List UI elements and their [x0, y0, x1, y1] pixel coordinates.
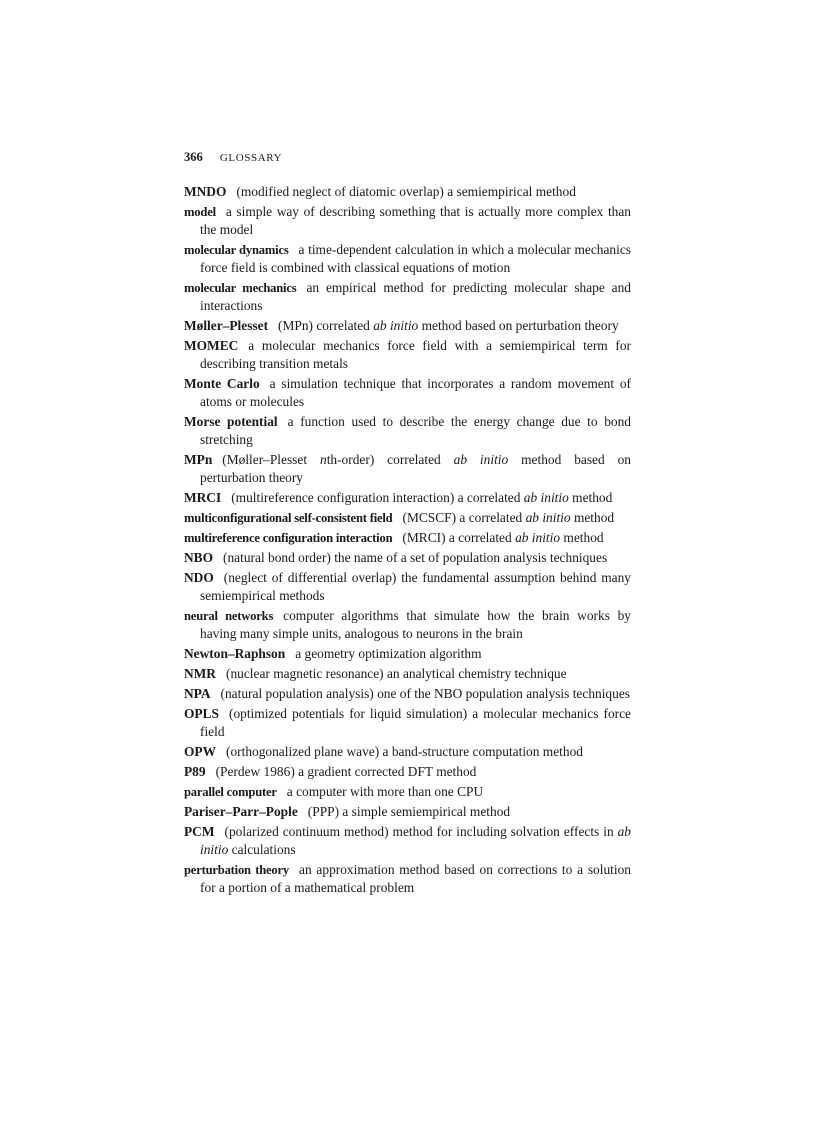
definition-italic-segment: ab initio: [453, 452, 509, 467]
glossary-definition: [200, 706, 631, 739]
definition-segment: (natural bond order) the name of a set of population analysis techniques: [223, 550, 608, 565]
glossary-term: multireference configuration interaction: [184, 531, 393, 545]
definition-segment: (natural population analysis) one of the NBO population analysis techniques: [220, 686, 630, 701]
definition-segment: (modified neglect of diatomic overlap) a semiempirical method: [236, 184, 576, 199]
definition-segment: (nuclear magnetic resonance) an analytical chemistry technique: [225, 666, 567, 681]
glossary-term: Møller–Plesset: [184, 318, 269, 333]
glossary-definition: [231, 490, 612, 505]
glossary-entry: [184, 241, 631, 277]
definition-italic-segment: ab initio: [523, 490, 569, 505]
definition-segment: (Møller–Plesset: [222, 452, 320, 467]
glossary-entry: [184, 803, 631, 821]
glossary-definition: [216, 764, 477, 779]
glossary-entry: [184, 685, 631, 703]
glossary-term: model: [184, 205, 216, 219]
glossary-term: NBO: [184, 550, 214, 565]
definition-segment: method: [560, 530, 604, 545]
glossary-term: OPLS: [184, 706, 219, 721]
definition-italic-segment: ab initio: [373, 318, 419, 333]
glossary-definition: [236, 184, 575, 199]
glossary-term: multiconfigurational self-consistent field: [184, 511, 393, 525]
definition-segment: method: [570, 510, 615, 525]
glossary-entry: [184, 665, 631, 683]
glossary-term: MOMEC: [184, 338, 239, 353]
definition-segment: (MCSCF) a correlated: [402, 510, 526, 525]
definition-segment: computer algorithms that simulate how the brain works by having many simple units, analogous to neurons in the brain: [200, 608, 631, 641]
page-header: [184, 149, 282, 166]
definition-segment: (PPP) a simple semiempirical method: [307, 804, 511, 819]
glossary-entry: [184, 549, 631, 567]
glossary-term: P89: [184, 764, 206, 779]
glossary-entry: [184, 337, 631, 373]
definition-segment: (MPn) correlated: [278, 318, 374, 333]
glossary-term: PCM: [184, 824, 215, 839]
definition-segment: a simple way of describing something that is actually more complex than the model: [200, 204, 631, 237]
glossary-term: neural networks: [184, 609, 274, 623]
glossary-entry: [184, 489, 631, 507]
definition-segment: an empirical method for predicting molecular shape and interactions: [200, 280, 631, 313]
glossary-definition: [226, 744, 583, 759]
glossary-entry: [184, 203, 631, 239]
definition-segment: method: [568, 490, 613, 505]
glossary-term: Morse potential: [184, 414, 278, 429]
page-number: 366: [184, 150, 203, 164]
glossary-entry: [184, 743, 631, 761]
glossary-entry: [184, 451, 631, 487]
glossary-definition: [402, 510, 614, 525]
glossary-definition: [402, 530, 603, 545]
glossary-term: Newton–Raphson: [184, 646, 286, 661]
definition-segment: (Perdew 1986) a gradient corrected DFT method: [215, 764, 477, 779]
glossary-term: OPW: [184, 744, 216, 759]
glossary-entry: [184, 375, 631, 411]
glossary-entry: [184, 645, 631, 663]
definition-segment: a geometry optimization algorithm: [295, 646, 482, 661]
glossary-term: perturbation theory: [184, 863, 290, 877]
glossary-definition: [221, 686, 630, 701]
glossary-entry: [184, 413, 631, 449]
glossary-term: MNDO: [184, 184, 227, 199]
glossary-term: NPA: [184, 686, 211, 701]
glossary-entry: [184, 529, 631, 547]
glossary-definition: [200, 452, 631, 485]
glossary-term: Pariser–Parr–Pople: [184, 804, 298, 819]
definition-segment: (multireference configuration interaction) a correlated: [231, 490, 524, 505]
glossary-definition: [223, 550, 607, 565]
glossary-term: MPn: [184, 452, 213, 467]
glossary-list: [184, 183, 631, 899]
glossary-definition: [200, 824, 631, 857]
glossary-definition: [308, 804, 510, 819]
definition-segment: (polarized continuum method) method for including solvation effects in: [224, 824, 618, 839]
glossary-term: molecular mechanics: [184, 281, 297, 295]
definition-segment: (optimized potentials for liquid simulation) a molecular mechanics force field: [200, 706, 631, 739]
glossary-entry: [184, 763, 631, 781]
glossary-definition: [200, 338, 631, 371]
definition-segment: (neglect of differential overlap) the fundamental assumption behind many semiempirical methods: [200, 570, 631, 603]
glossary-entry: [184, 317, 631, 335]
glossary-entry: [184, 509, 631, 527]
definition-segment: a time-dependent calculation in which a molecular mechanics force field is combined with classical equations of motion: [200, 242, 631, 275]
definition-segment: calculations: [228, 842, 296, 857]
definition-segment: method based on perturbation theory: [200, 452, 631, 485]
glossary-entry: [184, 607, 631, 643]
glossary-definition: [200, 570, 631, 603]
definition-segment: th-order) correlated: [326, 452, 454, 467]
definition-segment: a function used to describe the energy change due to bond stretching: [200, 414, 631, 447]
glossary-entry: [184, 861, 631, 897]
definition-segment: method based on perturbation theory: [418, 318, 619, 333]
glossary-term: NMR: [184, 666, 216, 681]
glossary-definition: [295, 646, 481, 661]
definition-italic-segment: ab initio: [525, 510, 571, 525]
definition-segment: a simulation technique that incorporates a random movement of atoms or molecules: [200, 376, 631, 409]
glossary-definition: [278, 318, 619, 333]
glossary-term: molecular dynamics: [184, 243, 289, 257]
definition-italic-segment: n: [319, 452, 327, 467]
definition-segment: a computer with more than one CPU: [286, 784, 484, 799]
definition-segment: (orthogonalized plane wave) a band-structure computation method: [226, 744, 583, 759]
definition-italic-segment: ab initio: [515, 530, 561, 545]
running-head: GLOSSARY: [219, 152, 283, 164]
definition-segment: a molecular mechanics force field with a semiempirical term for describing transition metals: [200, 338, 631, 371]
glossary-entry: [184, 783, 631, 801]
definition-italic-segment: ab initio: [200, 824, 631, 857]
glossary-definition: [226, 666, 567, 681]
glossary-definition: [200, 376, 631, 409]
glossary-term: MRCI: [184, 490, 222, 505]
glossary-definition: [287, 784, 483, 799]
glossary-entry: [184, 823, 631, 859]
glossary-definition: [200, 204, 631, 237]
glossary-entry: [184, 279, 631, 315]
glossary-entry: [184, 705, 631, 741]
glossary-entry: [184, 183, 631, 201]
glossary-entry: [184, 569, 631, 605]
glossary-term: Monte Carlo: [184, 376, 260, 391]
definition-segment: an approximation method based on corrections to a solution for a portion of a mathematical problem: [200, 862, 631, 895]
glossary-term: NDO: [184, 570, 214, 585]
definition-segment: (MRCI) a correlated: [402, 530, 516, 545]
glossary-term: parallel computer: [184, 785, 277, 799]
